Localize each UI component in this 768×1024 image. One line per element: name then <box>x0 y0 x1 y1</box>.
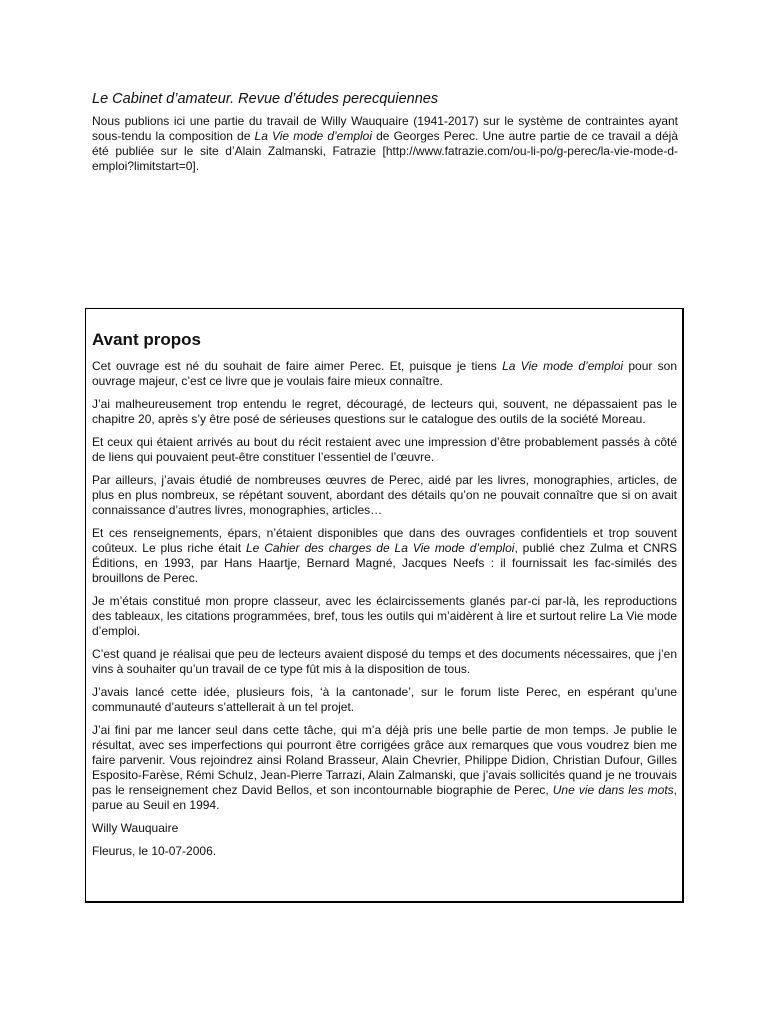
journal-title: Le Cabinet d’amateur. Revue d’études perecquiennes <box>92 91 439 107</box>
foreword-paragraph-4: Par ailleurs, j’avais étudié de nombreuses œuvres de Perec, aidé par les livres, monographies, articles, de plus en plus nombreux, se répétant souvent, abordant des détails qu’on ne pouvait connaître que si on avait connaissance d’autres livres, monographies, articles… <box>92 473 677 517</box>
place-and-date: Fleurus, le 10-07-2006. <box>92 844 217 858</box>
book-title: La Vie mode d’emploi <box>502 359 624 373</box>
foreword-paragraph-5-text-end: , publié chez Zulma et CNRS Éditions, en 1993, par Hans Haartje, Bernard Magné, Jacques Neefs : il fournissait les fac-similés des brouillons de Perec. <box>92 541 678 585</box>
foreword-paragraph-9 <box>92 723 677 813</box>
foreword-paragraph-2: J’ai malheureusement trop entendu le regret, découragé, de lecteurs qui, souvent, ne dépassaient pas le chapitre 20, après s’y être posé de sérieuses questions sur le catalogue des outils de la société Moreau. <box>92 397 677 426</box>
foreword-paragraph-1-text-end: pour son ouvrage majeur, c’est ce livre que je voulais faire mieux connaître. <box>92 359 677 388</box>
foreword-paragraph-6: Je m’étais constitué mon propre classeur, avec les éclaircissements glanés par-ci par-là, les reproductions des tableaux, les citations programmées, bref, tous les outils qui m’aidèrent à lire et surtout relire La Vie mode d’emploi. <box>92 594 677 638</box>
author-signature: Willy Wauquaire <box>92 821 179 835</box>
foreword-paragraph-1 <box>92 359 677 389</box>
book-title: La Vie mode d’emploi <box>254 129 373 143</box>
cahier-title: Le Cahier des charges de La Vie mode d’emploi <box>245 541 515 555</box>
foreword-paragraph-9-text-end: , parue au Seuil en 1994. <box>92 783 677 812</box>
foreword-paragraph-3: Et ceux qui étaient arrivés au bout du récit restaient avec une impression d’être probablement passés à côté de liens qui pouvaient peut-être constituer l’essentiel de l’œuvre. <box>92 435 677 464</box>
foreword-paragraph-5-text: Et ces renseignements, épars, n’étaient disponibles que dans des ouvrages confidentiels et trop souvent coûteux. Le plus riche était <box>92 526 677 555</box>
biography-title: Une vie dans les mots <box>552 783 674 797</box>
publication-note-text-end: de Georges Perec. Une autre partie de ce travail a déjà été publiée sur le site d’Alain Zalmanski, Fatrazie [http://www.fatrazie.com/ou-li-po/g-perec/la-vie-mode-d-emploi?limitstart=0]. <box>92 129 678 173</box>
foreword-paragraph-9-text: J’ai fini par me lancer seul dans cette tâche, qui m’a déjà pris une belle partie de mon temps. Je publie le résultat, avec ses imperfections qui pourront être corrigées grâce aux remarques que vous voudrez bien me faire parvenir. Vous rejoindrez ainsi Roland Brasseur, Alain Chevrier, Philippe Didion, Christian Dufour, Gilles Esposito-Farèse, Rémi Schulz, Jean-Pierre Tarrazi, Alain Zalmanski, que j’avais sollicités quand je ne trouvais pas le renseignement chez David Bellos, et son incontournable biographie de Perec, <box>92 723 677 797</box>
publication-note-text: Nous publions ici une partie du travail de Willy Wauquaire (1941-2017) sur le système de contraintes ayant sous-tendu la composition de <box>92 114 678 143</box>
foreword-paragraph-5 <box>92 526 677 586</box>
foreword-paragraph-7: C’est quand je réalisai que peu de lecteurs avaient disposé du temps et des documents nécessaires, que j’en vins à souhaiter qu’un travail de ce type fût mis à la disposition de tous. <box>92 647 677 676</box>
publication-note <box>92 114 678 174</box>
journal-header <box>92 90 678 174</box>
foreword-content <box>92 329 677 867</box>
foreword-paragraph-8: J’avais lancé cette idée, plusieurs fois, ‘à la cantonade’, sur le forum liste Perec, en espérant qu’une communauté d’auteurs s’attellerait à un tel projet. <box>92 685 677 714</box>
foreword-title: Avant propos <box>92 330 201 349</box>
foreword-box <box>85 308 684 903</box>
foreword-paragraph-1-text: Cet ouvrage est né du souhait de faire aimer Perec. Et, puisque je tiens <box>92 359 503 373</box>
